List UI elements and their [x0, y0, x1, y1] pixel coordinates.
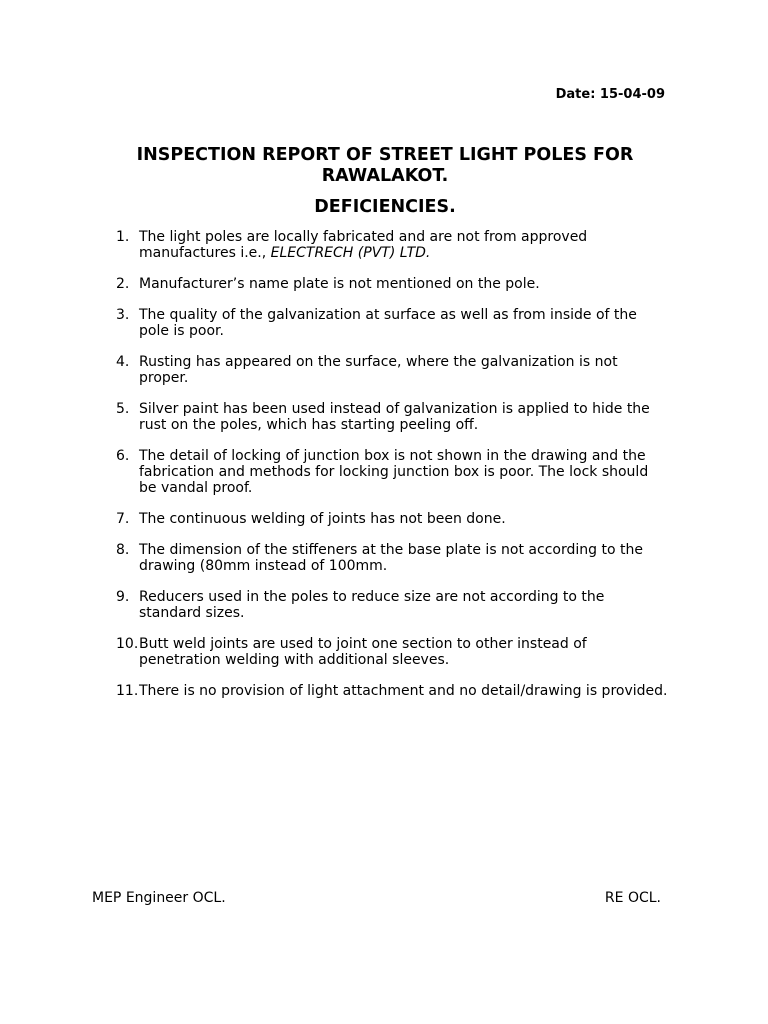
report-date: Date: 15-04-09: [555, 87, 665, 102]
report-title: INSPECTION REPORT OF STREET LIGHT POLES FOR RAWALAKOT.: [136, 145, 634, 186]
item-text: Manufacturer’s name plate is not mentioned on the pole.: [139, 276, 540, 292]
list-item: [0, 229, 768, 261]
item-number: 8.: [116, 542, 130, 558]
item-number: 5.: [116, 401, 130, 417]
item-number: 3.: [116, 307, 130, 323]
item-number: 1.: [116, 229, 130, 245]
list-item: [0, 683, 768, 699]
item-number: 2.: [116, 276, 130, 292]
list-item: [0, 511, 768, 527]
signature-mep-engineer: MEP Engineer OCL.: [92, 890, 226, 906]
list-item: [0, 354, 768, 386]
list-item: [0, 542, 768, 574]
item-text: The dimension of the stiffeners at the base plate is not according to the drawing (80mm instead of 100mm.: [139, 542, 643, 574]
list-item: [0, 448, 768, 496]
item-text: Butt weld joints are used to joint one section to other instead of penetration welding with additional sleeves.: [139, 636, 587, 668]
item-number: 11.: [116, 683, 139, 699]
item-number: 7.: [116, 511, 130, 527]
item-text: Rusting has appeared on the surface, where the galvanization is not proper.: [139, 354, 618, 386]
item-text: The quality of the galvanization at surface as well as from inside of the pole is poor.: [139, 307, 637, 339]
deficiencies-list: [0, 229, 768, 714]
item-number: 10.: [116, 636, 139, 652]
item-text: The light poles are locally fabricated and are not from approved manufactures i.e.,: [139, 229, 588, 261]
item-text: The continuous welding of joints has not been done.: [139, 511, 506, 527]
item-text: Reducers used in the poles to reduce size are not according to the standard sizes.: [139, 589, 605, 621]
list-item: [0, 636, 768, 668]
list-item: [0, 276, 768, 292]
list-item: [0, 401, 768, 433]
item-text: The detail of locking of junction box is not shown in the drawing and the fabrication and methods for locking junction box is poor. The lock should be vandal proof.: [139, 448, 649, 496]
item-number: 6.: [116, 448, 130, 464]
item-number: 9.: [116, 589, 130, 605]
list-item: [0, 307, 768, 339]
item-number: 4.: [116, 354, 130, 370]
manufacturer-name: ELECTRECH (PVT) LTD.: [270, 245, 431, 261]
deficiencies-heading: DEFICIENCIES.: [314, 197, 456, 217]
list-item: [0, 589, 768, 621]
item-text: There is no provision of light attachment and no detail/drawing is provided.: [139, 683, 668, 699]
signature-re: RE OCL.: [604, 890, 661, 906]
item-text: Silver paint has been used instead of galvanization is applied to hide the rust on the poles, which has starting peeling off.: [139, 401, 650, 433]
